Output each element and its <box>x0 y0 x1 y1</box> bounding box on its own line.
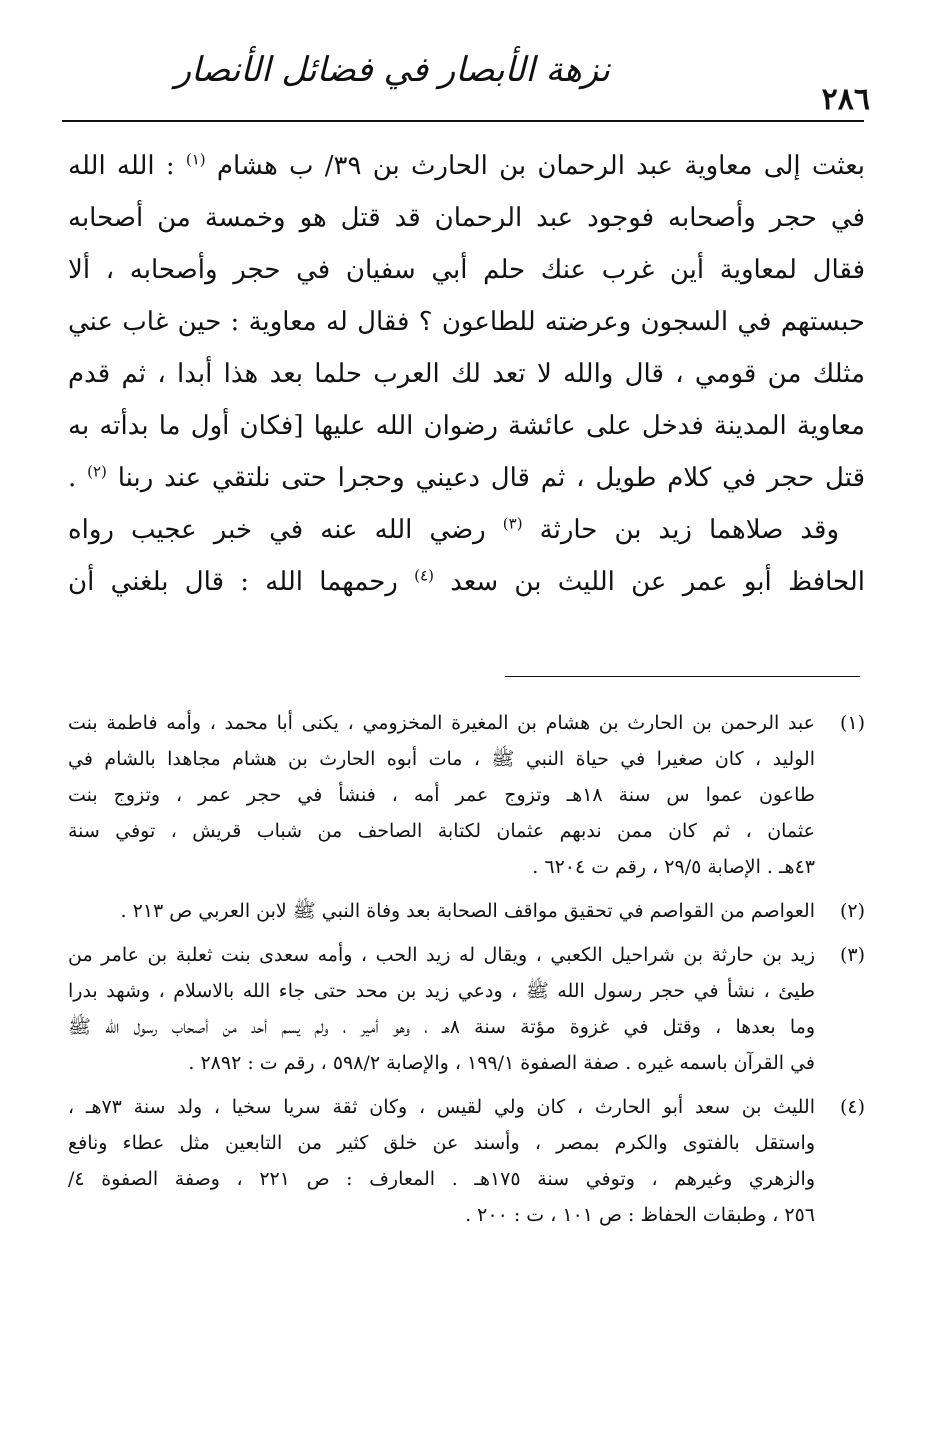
footnote-line: واستقل بالفتوى والكرم بمصر ، وأسند عن خلق كثير من التابعين مثل عطاء ونافع <box>68 1132 815 1154</box>
footnote-line: عبد الرحمن بن الحارث بن هشام بن المغيرة المخزومي ، يكنى أبا محمد ، وأمه فاطمة بنت <box>68 712 815 734</box>
footnote-line: ٤٣هـ . الإصابة ٢٩/٥ ، رقم ت ٦٢٠٤ . <box>532 856 815 878</box>
body-line: مثلك من قومي ، قال والله لا تعد لك العرب حلما بعد هذا أبدا ، ثم قدم <box>68 359 865 389</box>
body-line: الحافظ أبو عمر عن الليث بن سعد $^{(٤)}$ رحمهما الله : قال بلغني أن <box>68 566 865 597</box>
footnote-line: ٢٥٦ ، وطبقات الحفاظ : ص ١٠١ ، ت : ٢٠٠ . <box>465 1204 815 1226</box>
footnote-ref: (٣) <box>502 514 523 533</box>
footnote-number: (٤) <box>839 1096 865 1118</box>
footnote-3 <box>68 937 865 1081</box>
body-line: في حجر وأصحابه فوجود عبد الرحمان قد قتل هو وخمسة من أصحابه <box>68 203 865 233</box>
footnote-1 <box>68 705 865 885</box>
footnote-number: (٢) <box>839 900 865 922</box>
body-line: بعثت إلى معاوية عبد الرحمان بن الحارث بن ٣٩/ ب هشام $^{(١)}$ : الله الله <box>68 150 865 181</box>
body-line: حبستهم في السجون وعرضته للطاعون ؟ فقال له معاوية : حين غاب عني <box>68 307 865 337</box>
footnote-line: زيد بن حارثة بن شراحيل الكعبي ، ويقال له زيد الحب ، وأمه سعدى بنت ثعلبة بن عامر من <box>68 944 815 966</box>
body-line: وقد صلاهما زيد بن حارثة $^{(٣)}$ رضي الله عنه في خبر عجيب رواه <box>68 514 840 545</box>
footnote-2 <box>68 893 865 929</box>
footnotes <box>68 705 865 1241</box>
footnote-separator <box>505 676 860 677</box>
footnote-ref: (١) <box>185 150 206 169</box>
footnote-line: وما بعدها ، وقتل في غزوة مؤتة سنة ٨هـ ، وهو أمير ، ولم يسم أحد من أصحاب رسول الله ﷺ <box>68 1016 816 1038</box>
header-rule <box>62 120 864 122</box>
main-text <box>68 140 865 608</box>
footnote-line: والزهري وغيرهم ، وتوفي سنة ١٧٥هـ . المعارف : ص ٢٢١ ، وصفة الصفوة ٤/ <box>68 1168 816 1190</box>
page-number: ٢٨٦ <box>821 82 870 117</box>
footnote-line: الوليد ، كان صغيرا في حياة النبي ﷺ ، مات أبوه الحارث بن هشام مجاهدا بالشام في <box>68 748 815 770</box>
body-line: معاوية المدينة فدخل على عائشة رضوان الله عليها [فكان أول ما بدأته به <box>68 411 865 441</box>
footnote-line: طاعون عموا س سنة ١٨هـ وتزوج عمر أمه ، فنشأ في حجر عمر ، وتزوج بنت <box>68 784 815 806</box>
footnote-4 <box>68 1089 865 1233</box>
footnote-number: (٣) <box>839 944 865 966</box>
footnote-line: طيئ ، نشأ في حجر رسول الله ﷺ ، ودعي زيد بن محد حتى جاء الله بالاسلام ، وشهد بدرا <box>68 980 815 1002</box>
footnote-line: في القرآن باسمه غيره . صفة الصفوة ١٩٩/١ ، والإصابة ٥٩٨/٢ ، رقم ت : ٢٨٩٢ . <box>188 1052 815 1074</box>
body-line: قتل حجر في كلام طويل ، ثم قال دعيني وحجرا حتى نلتقي عند ربنا $^{(٢)}$ . <box>68 462 865 493</box>
footnote-line: عثمان ، ثم كان ممن ندبهم عثمان لكتابة الصاحف من شباب قريش ، توفي سنة <box>68 820 815 842</box>
footnote-ref: (٢) <box>87 462 107 481</box>
footnote-number: (١) <box>839 712 865 734</box>
footnote-ref: (٤) <box>414 566 434 585</box>
footnote-line: الليث بن سعد أبو الحارث ، كان ولي لقيس ، وكان ثقة سريا سخيا ، ولد سنة ٧٣هـ ، <box>68 1096 815 1118</box>
footnote-line: العواصم من القواصم في تحقيق مواقف الصحابة بعد وفاة النبي ﷺ لابن العربي ص ٢١٣ . <box>120 900 815 922</box>
running-header-title: نزهة الأبصار في فضائل الأنصار <box>174 50 610 90</box>
body-line: فقال لمعاوية أين غرب عنك حلم أبي سفيان في حجر وأصحابه ، ألا <box>68 255 865 285</box>
